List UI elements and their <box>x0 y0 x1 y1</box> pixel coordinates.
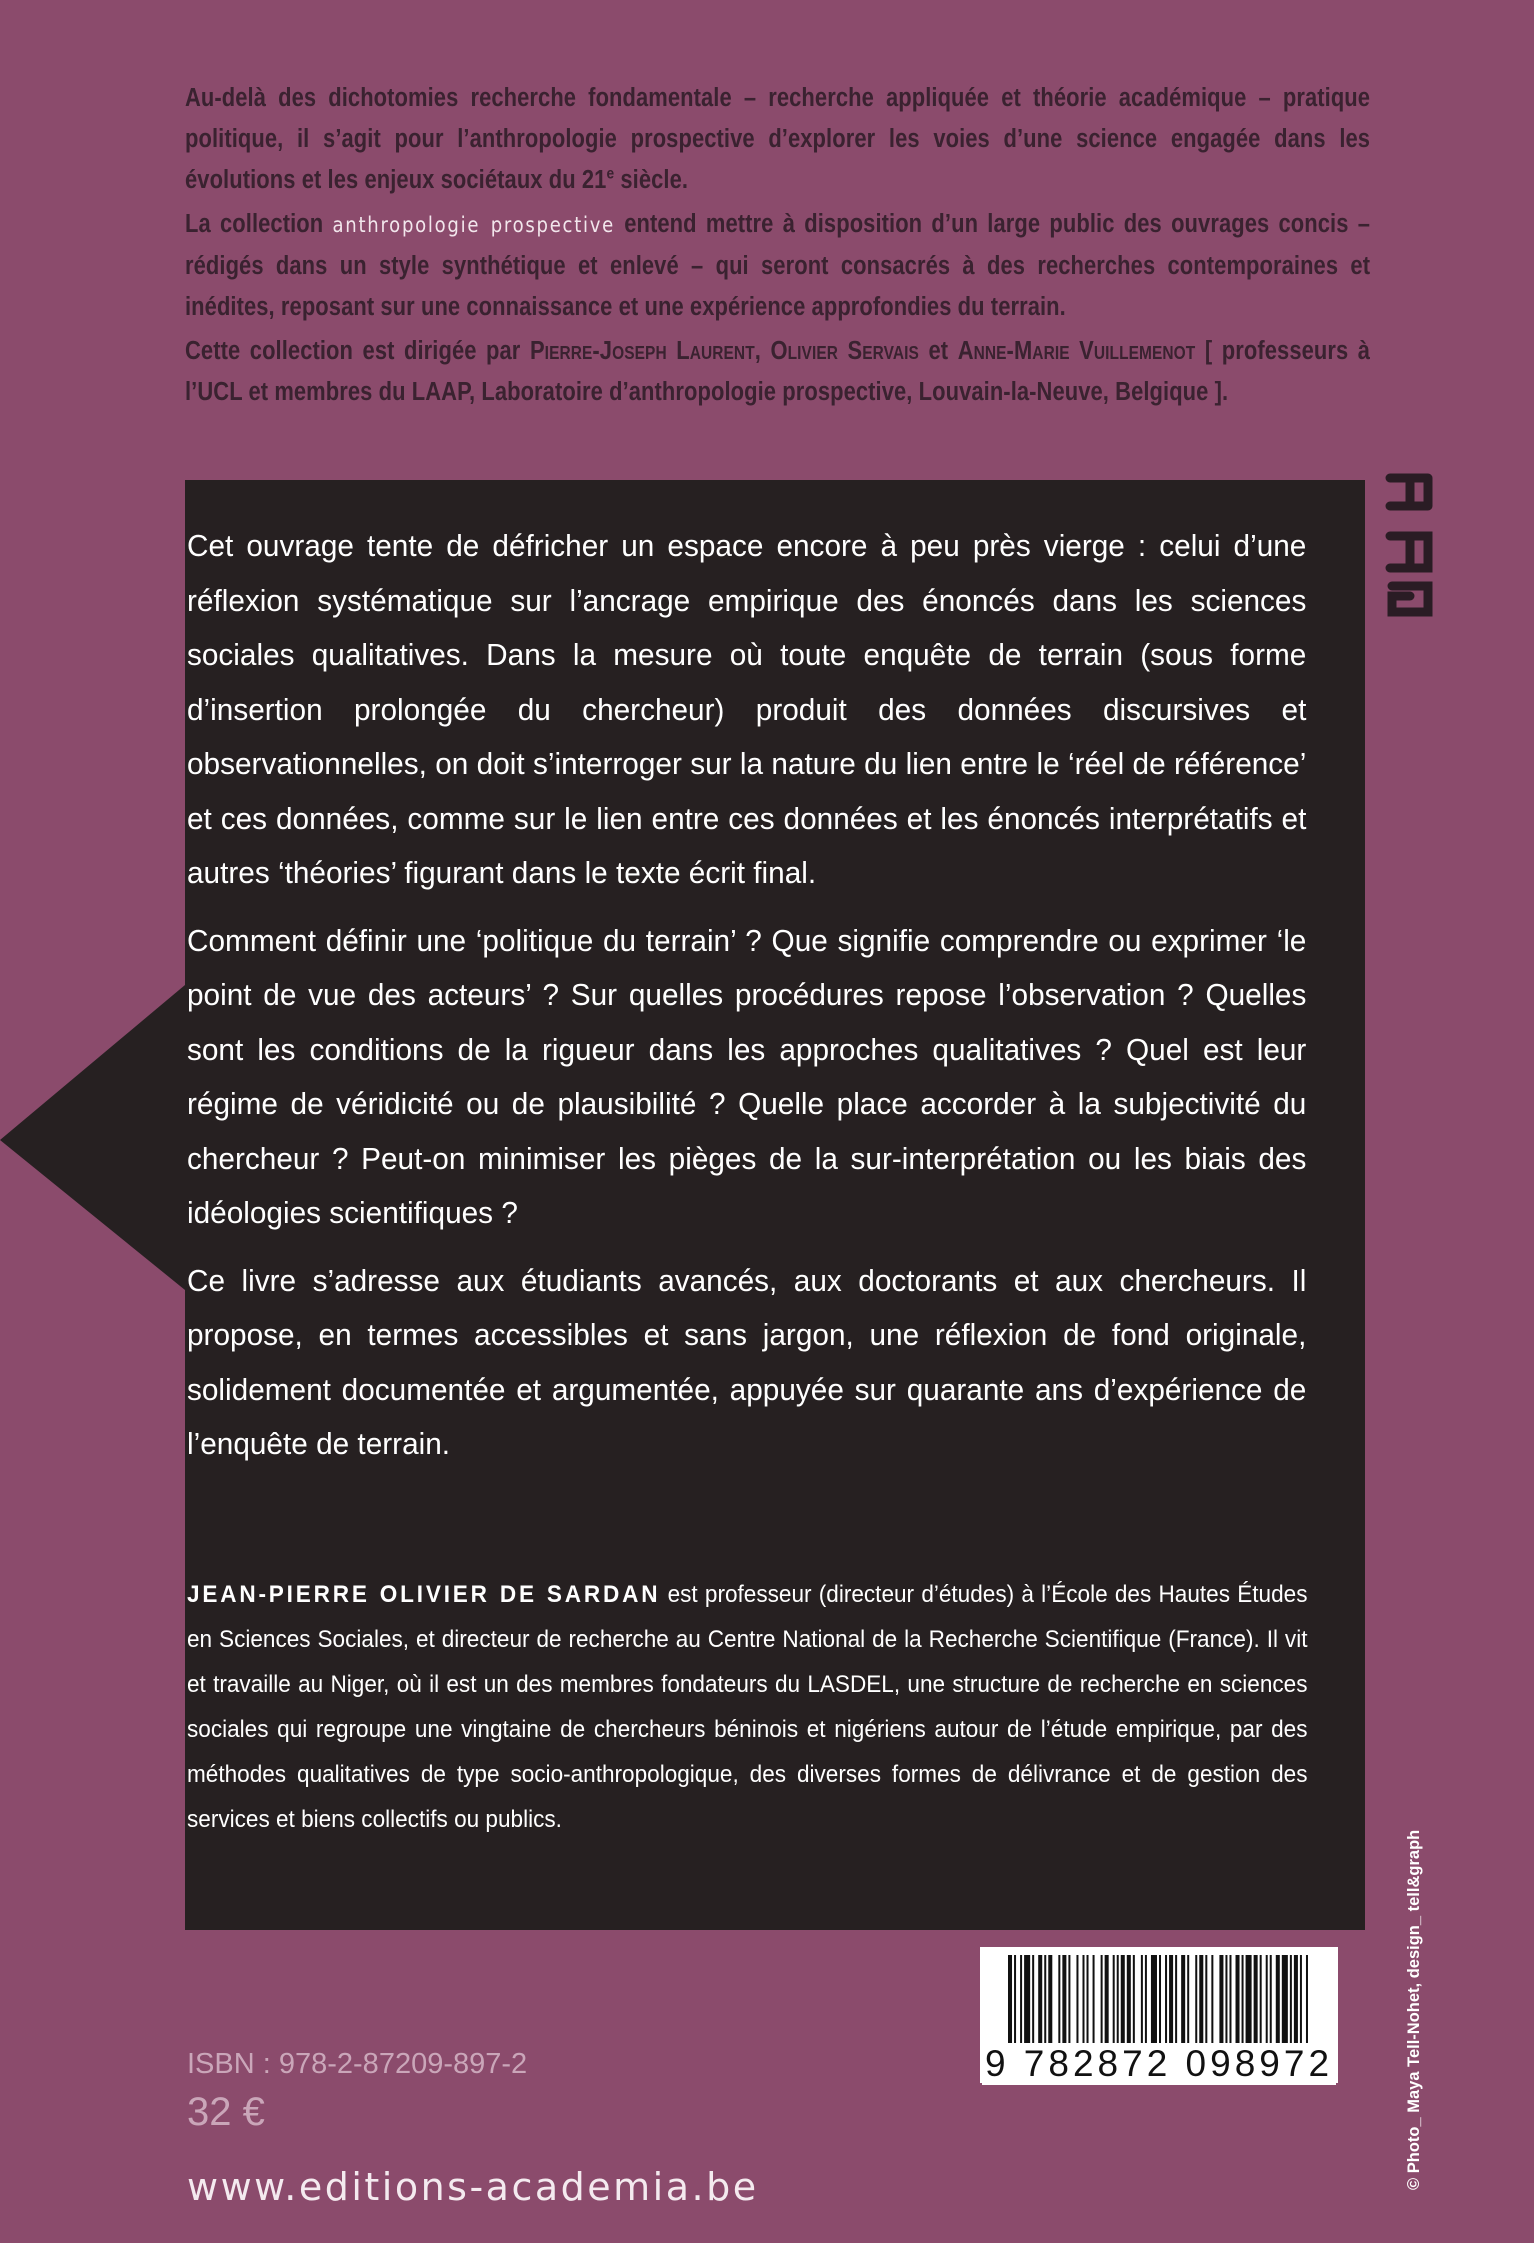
collection-name: anthropologie prospective <box>332 213 615 237</box>
series-logo-glyph-p <box>1390 536 1428 568</box>
barcode-bar <box>1058 1955 1060 2045</box>
book-summary <box>187 519 1306 1485</box>
summary-paragraph-2: Comment définir une ‘politique du terrain’ ? Que signifie comprendre ou exprimer ‘le point de vue des acteurs’ ? Sur quelles procédures repose l’observation ? Quelles sont les conditions de la rigueur dans les approches qualitatives ? Quel est leur régime de véridicité ou de plausibilité ? Quelle place accorder à la subjectivité du chercheur ? Peut-on minimiser les pièges de la sur-interprétation ou les biais des idéologies scientifiques ? <box>187 922 1307 1230</box>
barcode-bar <box>1008 1955 1012 2045</box>
barcode-bar <box>1165 1955 1167 2045</box>
barcode-bar <box>1181 1955 1185 2045</box>
barcode-bar <box>1300 1955 1302 2045</box>
barcode-bar <box>1219 1955 1223 2045</box>
barcode-digits: 9 782872 098972 <box>982 2043 1336 2085</box>
barcode-bar <box>1254 1955 1258 2045</box>
barcode-bar <box>1068 1955 1070 2045</box>
barcode-bar <box>1211 1955 1213 2045</box>
barcode-bar <box>1159 1955 1161 2045</box>
barcode-bar <box>1121 1955 1125 2045</box>
barcode-bar <box>1076 1955 1078 2045</box>
barcode-bar <box>1242 1955 1244 2045</box>
director-name: Olivier Servais <box>770 337 919 365</box>
intro-paragraph-3: Cette collection est dirigée par Pierre-Joseph Laurent, Olivier Servais et Anne-Marie Vuillemenot [ professeurs à l’UCL et membres du LAAP, Laboratoire d’anthropologie prospective, Louvain-la-Neuve, Belgique ]. <box>185 337 1371 406</box>
barcode-bar <box>1195 1955 1197 2045</box>
barcode-bar <box>1038 1955 1042 2045</box>
barcode-bar <box>1290 1955 1292 2045</box>
barcode-bar <box>1276 1955 1280 2045</box>
barcode-bar <box>1260 1955 1262 2045</box>
intro-paragraph-1: Au-delà des dichotomies recherche fondamentale – recherche appliquée et théorie académique – pratique politique, il s’agit pour l’anthropologie prospective d’explorer les voies d’une science engagée dans les évolutions et les enjeux sociétaux du 21e siècle. <box>185 84 1371 194</box>
series-logo-glyph-a <box>1392 586 1428 612</box>
barcode-bar <box>1294 1955 1298 2045</box>
publisher-website: www.editions-academia.be <box>187 2165 759 2209</box>
barcode-bar <box>1024 1955 1030 2045</box>
collection-description <box>185 78 1370 416</box>
barcode-bar <box>1093 1955 1095 2045</box>
barcode-bar <box>1187 1955 1189 2045</box>
barcode-bar <box>1229 1955 1231 2045</box>
barcode-bar <box>1141 1955 1143 2045</box>
barcode-bar <box>1266 1955 1268 2045</box>
barcode-bar <box>1133 1955 1135 2045</box>
barcode-bar <box>1044 1955 1046 2045</box>
series-logo-glyph-3 <box>1390 478 1428 506</box>
barcode-bar <box>1270 1955 1272 2045</box>
series-logo <box>1380 468 1440 618</box>
barcode-bar <box>1306 1955 1308 2045</box>
barcode-bar <box>1225 1955 1227 2045</box>
barcode-bar <box>1175 1955 1177 2045</box>
isbn: ISBN : 978-2-87209-897-2 <box>187 2048 528 2080</box>
barcode-bar <box>1113 1955 1115 2045</box>
barcode-bar <box>1082 1955 1084 2045</box>
barcode-bar <box>1048 1955 1052 2045</box>
barcode-bar <box>1151 1955 1157 2045</box>
barcode-bar <box>1145 1955 1147 2045</box>
barcode-bar <box>1032 1955 1034 2045</box>
author-bio: JEAN-PIERRE OLIVIER DE SARDAN est professeur (directeur d’études) à l’École des Hautes Études en Sciences Sociales, et directeur de recherche au Centre National de la Recherche Scientifique (France). Il vit et travaille au Niger, où il est un des membres fondateurs du LASDEL, une structure de recherche en sciences sociales qui regroupe une vingtaine de chercheurs béninois et nigériens autour de l’étude empirique, par des méthodes qualitatives de type socio-anthropologique, des diverses formes de délivrance et de gestion des services et biens collectifs ou publics. <box>187 1581 1308 1833</box>
barcode-bar <box>1205 1955 1207 2045</box>
director-name: Pierre-Joseph Laurent <box>529 337 755 365</box>
intro-paragraph-2: La collection anthropologie prospective entend mettre à disposition d’un large public des ouvrages concis – rédigés dans un style synthétique et enlevé – qui seront consacrés à des recherches contemporaines et inédites, reposant sur une connaissance et une expérience approfondies du terrain. <box>185 210 1371 321</box>
barcode-bar <box>1117 1955 1119 2045</box>
barcode-bar <box>1282 1955 1288 2045</box>
barcode-bar <box>1062 1955 1066 2045</box>
barcode-bar <box>1014 1955 1016 2045</box>
barcode-bar <box>1236 1955 1240 2045</box>
director-name: Anne-Marie Vuillemenot <box>957 337 1196 365</box>
photo-design-credit: © Photo_ Maya Tell-Nohet, design_ tell&graph <box>1405 1829 1423 2190</box>
summary-paragraph-1: Cet ouvrage tente de défricher un espace encore à peu près vierge : celui d’une réflexion systématique sur l’ancrage empirique des énoncés dans les sciences sociales qualitatives. Dans la mesure où toute enquête de terrain (sous forme d’insertion prolongée du chercheur) produit des données discursives et observationnelles, on doit s’interroger sur la nature du lien entre le ‘réel de référence’ et ces données, comme sur le lien entre ces données et les énoncés interprétatifs et autres ‘théories’ figurant dans le texte écrit final. <box>187 528 1307 890</box>
price: 32 € <box>187 2090 265 2134</box>
barcode-bar <box>1246 1955 1252 2045</box>
barcode-bar <box>1105 1955 1109 2045</box>
barcode-bar <box>1087 1955 1089 2045</box>
barcode-bar <box>1199 1955 1203 2045</box>
author-name: JEAN-PIERRE OLIVIER DE SARDAN <box>187 1581 661 1608</box>
barcode-bar <box>1020 1955 1022 2045</box>
barcode-bar <box>1127 1955 1131 2045</box>
barcode-bar <box>1169 1955 1173 2045</box>
summary-paragraph-3: Ce livre s’adresse aux étudiants avancés, aux doctorants et aux chercheurs. Il propose, en termes accessibles et sans jargon, une réflexion de fond originale, solidement documentée et argumentée, appuyée sur quarante ans d’expérience de l’enquête de terrain. <box>187 1262 1307 1461</box>
barcode-bars <box>980 1947 1338 2047</box>
barcode-bar <box>1101 1955 1103 2045</box>
